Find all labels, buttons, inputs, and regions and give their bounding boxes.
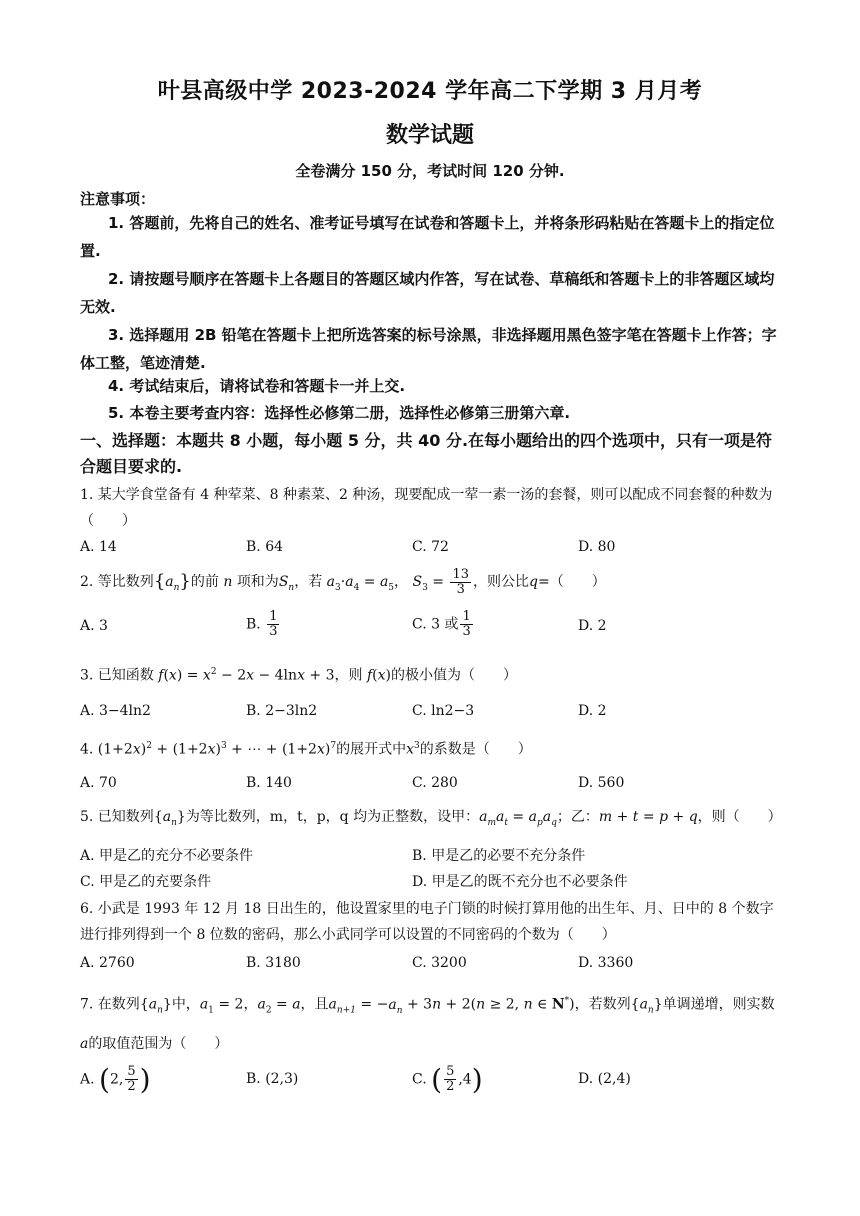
option-d: D. 560: [578, 775, 625, 791]
option-d: D. (2,4): [578, 1071, 631, 1087]
question-5-stem: 5. 已知数列$\{a_n\}$为等比数列，m，t，p，q 均为正整数，设甲：$a_ma_t = a_pa_q$；乙：m + t = p + q，则（ ）: [80, 809, 782, 828]
option-a: A. 70: [80, 775, 117, 791]
option-a: A. 3: [80, 618, 108, 634]
question-2-stem: 2. 等比数列$\{a_n\}$的前 n 项和为$S_n$，若 $a_3\cdot a_4 = a_5$， $S_3$ = $\frac{13}{3}$ ，则公比q=（ ）: [80, 566, 606, 597]
option-c: C. 280: [412, 775, 458, 791]
option-a: A. 2760: [80, 955, 135, 971]
question-7-stem: 7. 在数列$\{a_n\}$中，$a_1 = 2$，$a_2 = a$，且$a_{n+1} = -a_n + 3n + 2(n \ge 2$, n ∈ N*)，若数列$\{a_n\}$单调递增，则实数 a的取值范围为（ ）: [80, 996, 775, 1053]
question-3-stem: 3. 已知函数 $f(x) = x^2 - 2x - 4\ln x + 3$，则 f(x)的极小值为（ ）: [80, 667, 517, 684]
option-a: A. 甲是乙的充分不必要条件: [80, 848, 254, 864]
option-c: C. 甲是乙的充要条件: [80, 874, 212, 890]
option-a: A. 14: [80, 539, 117, 555]
option-c: C. ln2−3: [412, 703, 475, 719]
question-7-options: [80, 1063, 784, 1107]
question-4-stem: 4. $(1+2x)^2 + (1+2x)^3$ + ⋯ + $(1+2x)^7$的展开式中$x^3$的系数是（ ）: [80, 741, 532, 758]
option-d: D. 甲是乙的既不充分也不必要条件: [412, 874, 628, 890]
page-title: 叶县高级中学 2023-2024 学年高二下学期 3 月月考: [157, 79, 703, 104]
notice-item: 3. 选择题用 2B 铅笔在答题卡上把所选答案的标号涂黑，非选择题用黑色签字笔在答题卡上作答；字体工整，笔迹清楚.: [80, 326, 777, 372]
option-b: B. 3180: [246, 955, 301, 971]
option-c: C. 72: [412, 539, 449, 555]
notice-item: 1. 答题前，先将自己的姓名、准考证号填写在试卷和答题卡上，并将条形码粘贴在答题卡上的指定位置.: [80, 214, 775, 260]
page-subtitle: 数学试题: [385, 123, 474, 148]
fraction: $\frac{13}{3}$: [452, 566, 469, 597]
option-c: C. 3200: [412, 955, 467, 971]
question-4-options: [80, 775, 784, 805]
option-c: C. 3 或 $\frac{1}{3}$: [412, 609, 471, 639]
question-1-stem: 1. 某大学食堂备有 4 种荤菜、8 种素菜、2 种汤，现要配成一荤一素一汤的套餐，则可以配成不同套餐的种数为（ ）: [80, 487, 773, 529]
option-d: D. 2: [578, 618, 607, 634]
question-6-options: [80, 955, 784, 985]
option-b: B. 2−3ln2: [246, 703, 318, 719]
option-b: B. 甲是乙的必要不充分条件: [412, 848, 586, 864]
exam-meta: 全卷满分 150 分，考试时间 120 分钟.: [295, 162, 565, 180]
question-3-options: [80, 703, 784, 733]
option-a: A. (2, $\frac{5}{2}$ ): [80, 1063, 151, 1096]
option-b: B. 140: [246, 775, 292, 791]
option-c: C. ( $\frac{5}{2}$ ,4): [412, 1063, 483, 1096]
option-d: D. 3360: [578, 955, 634, 971]
option-d: D. 80: [578, 539, 616, 555]
notice-item: 4. 考试结束后，请将试卷和答题卡一并上交.: [108, 377, 406, 395]
notice-item: 2. 请按题号顺序在答题卡上各题目的答题区域内作答，写在试卷、草稿纸和答题卡上的非答题区域均无效.: [80, 270, 775, 316]
option-b: B. (2,3): [246, 1071, 299, 1087]
option-b: B. $\frac{1}{3}$: [246, 609, 278, 639]
option-b: B. 64: [246, 539, 284, 555]
option-d: D. 2: [578, 703, 607, 719]
section-heading: 一、选择题：本题共 8 小题，每小题 5 分，共 40 分.在每小题给出的四个选项中，只有一项是符合题目要求的.: [80, 431, 773, 476]
question-6-stem: 6. 小武是 1993 年 12 月 18 日出生的，他设置家里的电子门锁的时候打算用他的出生年、月、日中的 8 个数字进行排列得到一个 8 位数的密码，那么小武同学可以设置的不同密码的个数为（ ）: [80, 901, 774, 943]
option-a: A. 3−4ln2: [80, 703, 151, 719]
notice-heading: 注意事项：: [80, 190, 156, 208]
question-2-options: [80, 610, 784, 650]
notice-item: 5. 本卷主要考查内容：选择性必修第二册，选择性必修第三册第六章.: [108, 404, 571, 422]
